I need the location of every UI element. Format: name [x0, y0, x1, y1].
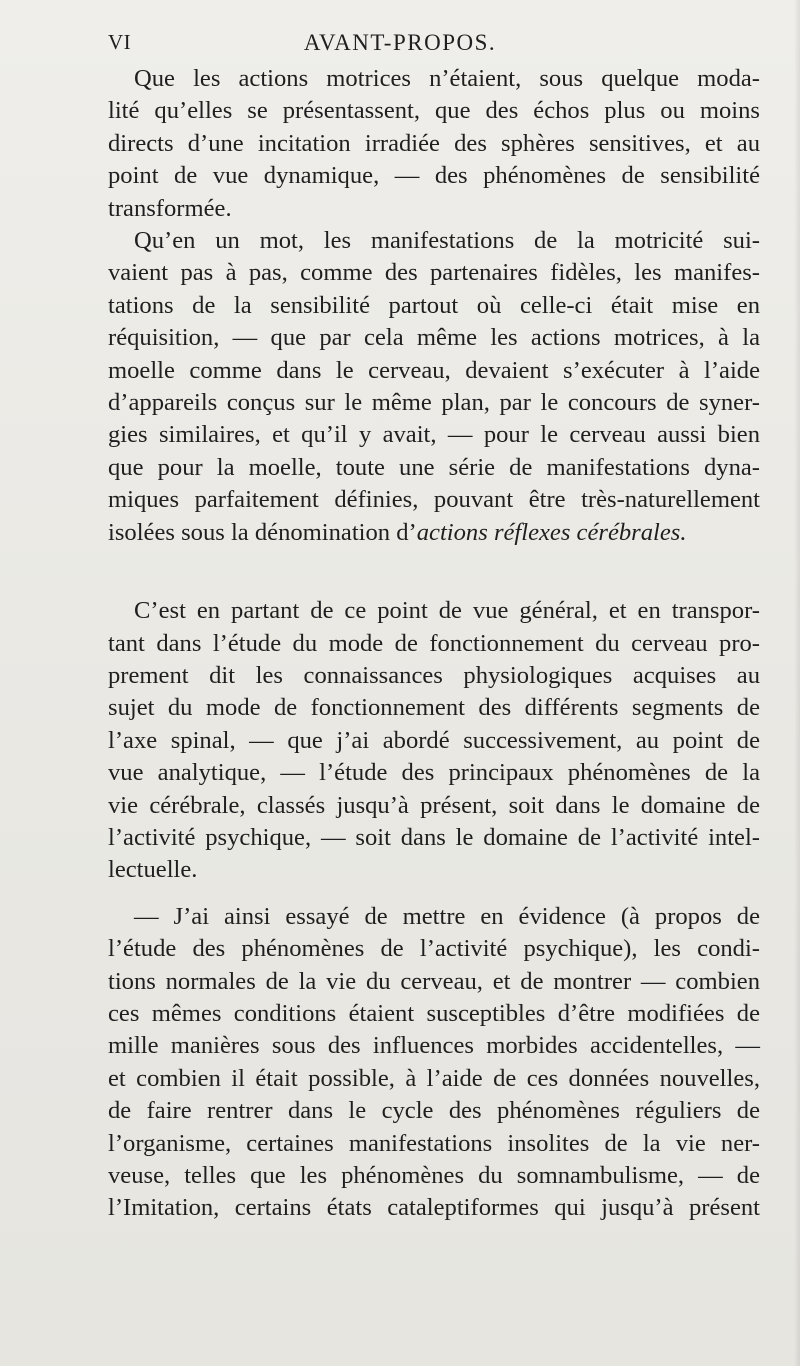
page-edge-shadow [794, 0, 800, 1366]
paragraph-3 [108, 595, 760, 887]
paragraph-gap [108, 887, 760, 901]
text-line: prement dit les connaissances physiologiques acquises au [108, 661, 760, 689]
text-line: vue analytique, — l’étude des principaux phénomènes de la [108, 759, 760, 787]
paragraph-4 [108, 901, 760, 1225]
text-line: tant dans l’étude du mode de fonctionnement du cerveau pro- [108, 629, 760, 657]
text-line: sujet du mode de fonctionnement des différents segments de [108, 694, 760, 722]
text-line: C’est en partant de ce point de vue général, et en transpor- [134, 597, 760, 625]
text-line: moelle comme dans le cerveau, devaient s’exécuter à l’aide [108, 356, 760, 384]
text-line: veuse, telles que les phénomènes du somnambulisme, — de [108, 1162, 760, 1189]
page-header [0, 24, 800, 58]
text-line: de faire rentrer dans le cycle des phénomènes réguliers de [108, 1097, 760, 1125]
text-line: gies similaires, et qu’il y avait, — pour le cerveau aussi bien [108, 421, 760, 449]
text-line: l’activité psychique, — soit dans le domaine de l’activité intel- [108, 823, 760, 851]
text-line: lectuelle. [108, 856, 198, 884]
text-line: — J’ai ainsi essayé de mettre en évidence (à propos de [134, 902, 760, 930]
text-line: mille manières sous des influences morbides accidentelles, — [108, 1032, 760, 1060]
text-segment: isolées sous la dénomination d’ [108, 518, 417, 546]
paragraph-2 [108, 225, 760, 549]
text-line: l’Imitation, certains états cataleptiformes qui jusqu’à présent [108, 1194, 760, 1222]
text-line: tations de la sensibilité partout où celle-ci était mise en [108, 291, 760, 319]
page-number: VI [108, 30, 132, 54]
italic-term: actions réflexes cérébrales. [416, 518, 687, 546]
text-line: l’organisme, certaines manifestations insolites de la vie ner- [108, 1129, 760, 1157]
running-title: AVANT-PROPOS. [303, 30, 497, 55]
text-line: l’axe spinal, — que j’ai abordé successivement, au point de [108, 726, 760, 754]
text-line: l’étude des phénomènes de l’activité psychique), les condi- [108, 935, 760, 963]
text-line: point de vue dynamique, — des phénomènes de sensibilité [108, 162, 760, 190]
text-line: directs d’une incitation irradiée des sphères sensitives, et au [108, 129, 760, 157]
text-line: tions normales de la vie du cerveau, et de montrer — combien [108, 967, 760, 995]
text-line: ces mêmes conditions étaient susceptibles d’être modifiées de [108, 999, 760, 1027]
text-line: et combien il était possible, à l’aide de ces données nouvelles, [108, 1064, 760, 1092]
paragraph-1 [108, 63, 760, 225]
body-text [108, 63, 760, 1225]
text-line: Que les actions motrices n’étaient, sous quelque moda- [134, 65, 760, 92]
text-line: vaient pas à pas, comme des partenaires fidèles, les manifes- [108, 259, 760, 287]
text-line: que pour la moelle, toute une série de manifestations dyna- [108, 453, 760, 481]
text-line: transformée. [108, 194, 232, 222]
paragraph-gap [108, 549, 760, 595]
text-line: réquisition, — que par cela même les actions motrices, à la [108, 324, 760, 352]
text-line: vie cérébrale, classés jusqu’à présent, soit dans le domaine de [108, 791, 760, 819]
text-line: Qu’en un mot, les manifestations de la motricité sui- [134, 227, 760, 255]
text-line: d’appareils conçus sur le même plan, par le concours de syner- [108, 389, 760, 417]
text-line: lité qu’elles se présentassent, que des échos plus ou moins [108, 97, 760, 125]
text-line-italic-ending [108, 517, 760, 549]
text-line: miques parfaitement définies, pouvant être très-naturellement [108, 486, 760, 514]
